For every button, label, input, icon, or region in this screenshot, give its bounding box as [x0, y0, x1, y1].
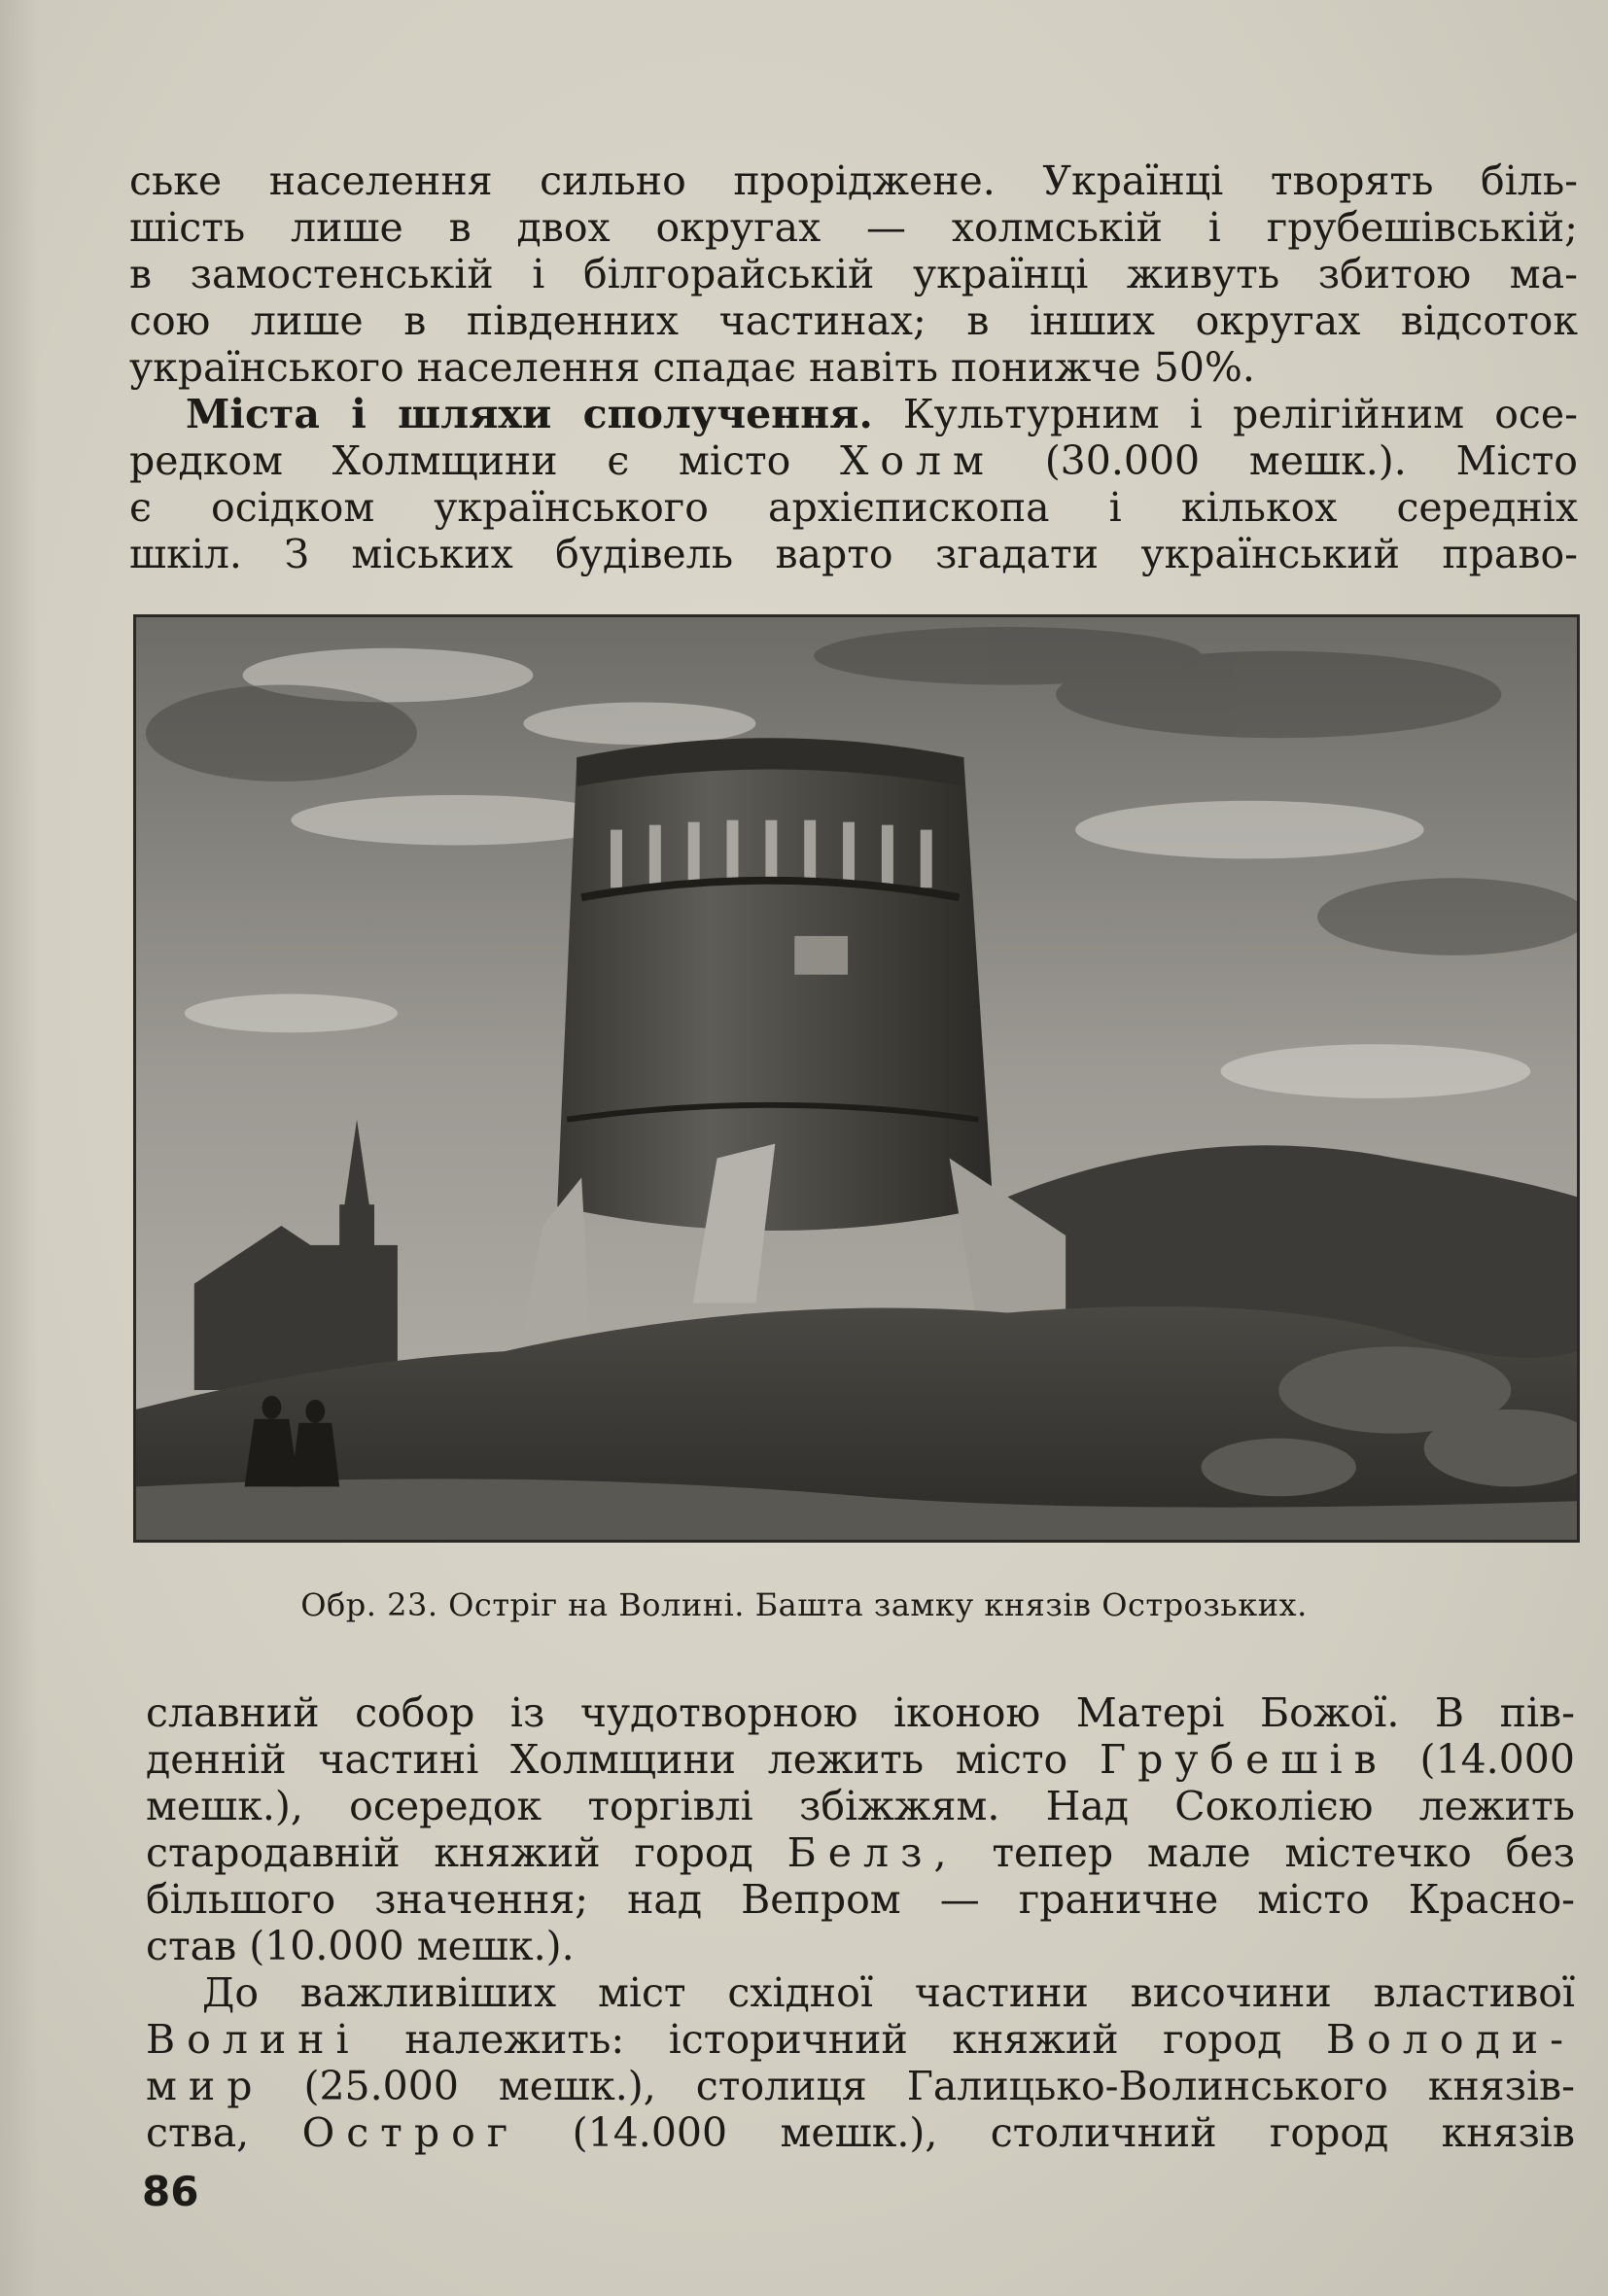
text-line: в замостенській і білгорайській українці живуть збитою ма-	[129, 251, 1578, 297]
text-line: став (10.000 мешк.).	[146, 1923, 575, 1969]
bottom-text-block	[146, 1689, 1575, 2156]
paragraph-cathedral	[146, 1689, 1575, 1969]
text-line	[146, 1829, 1575, 1876]
text-line: До важливіших міст східної частини височини властивої	[202, 1969, 1575, 2016]
text-line: є осідком українського архієпископа і кількох середніх	[129, 484, 1578, 531]
page-number: 86	[142, 2168, 199, 2215]
page-gutter-shadow	[0, 0, 39, 2296]
text-fragment: Культурним і релігійним осе-	[902, 391, 1578, 437]
spaced-place-name: Белз,	[787, 1829, 959, 1876]
spaced-place-name: Холм	[840, 437, 996, 484]
section-heading: Міста і шляхи сполучення.	[186, 391, 873, 437]
text-line: більшого значення; над Вепром — граничне місто Красно-	[146, 1876, 1575, 1923]
spaced-place-name: Грубешів	[1099, 1736, 1388, 1783]
spaced-place-name: Володи-	[1326, 2016, 1575, 2063]
text-line: шість лише в двох округах — холмській і грубешівській;	[129, 204, 1578, 251]
text-line	[146, 2109, 1575, 2156]
text-line: мешк.), осередок торгівлі збіжжям. Над Соколією лежить	[146, 1783, 1575, 1829]
text-fragment: (14.000 мешк.), столичний город князів	[572, 2109, 1575, 2156]
text-line	[129, 391, 1578, 437]
text-line: сою лише в південних частинах; в інших округах відсоток	[129, 297, 1578, 344]
paragraph-population	[129, 157, 1578, 391]
engraving-ostroh-tower	[133, 614, 1580, 1543]
text-fragment: (25.000 мешк.), столиця Галицько-Волинського князів-	[303, 2063, 1575, 2109]
spaced-place-name: Острог	[301, 2109, 520, 2156]
text-line	[146, 2063, 1575, 2109]
text-fragment: денній частині Холмщини лежить місто	[146, 1736, 1068, 1783]
text-fragment: (14.000	[1419, 1736, 1575, 1783]
top-text-block	[129, 157, 1578, 577]
text-fragment: редком Холмщини є місто	[129, 437, 791, 484]
text-line	[146, 2016, 1575, 2063]
tower-illustration	[136, 617, 1577, 1540]
text-line	[146, 1736, 1575, 1783]
spaced-place-name: Волині	[146, 2016, 361, 2063]
text-fragment: (30.000 мешк.). Місто	[1044, 437, 1578, 484]
text-line: українського населення спадає навіть понижче 50%.	[129, 344, 1255, 391]
figure-caption: Обр. 23. Остріг на Волині. Башта замку князів Острозьких.	[300, 1586, 1308, 1623]
spaced-place-name: мир	[146, 2063, 264, 2109]
text-line: шкіл. З міських будівель варто згадати український право-	[129, 531, 1578, 577]
text-line: ське населення сильно проріджене. Українці творять біль-	[129, 157, 1578, 204]
text-fragment: стародавній княжий город	[146, 1829, 753, 1876]
text-fragment: тепер мале містечко без	[992, 1829, 1575, 1876]
text-line	[129, 437, 1578, 484]
text-fragment: належить: історичний княжий город	[404, 2016, 1282, 2063]
text-line: славний собор із чудотворною іконою Матері Божої. В пів-	[146, 1689, 1575, 1736]
text-fragment: ства,	[146, 2109, 250, 2156]
paragraph-volyn	[146, 1969, 1575, 2156]
paragraph-cities	[129, 391, 1578, 577]
